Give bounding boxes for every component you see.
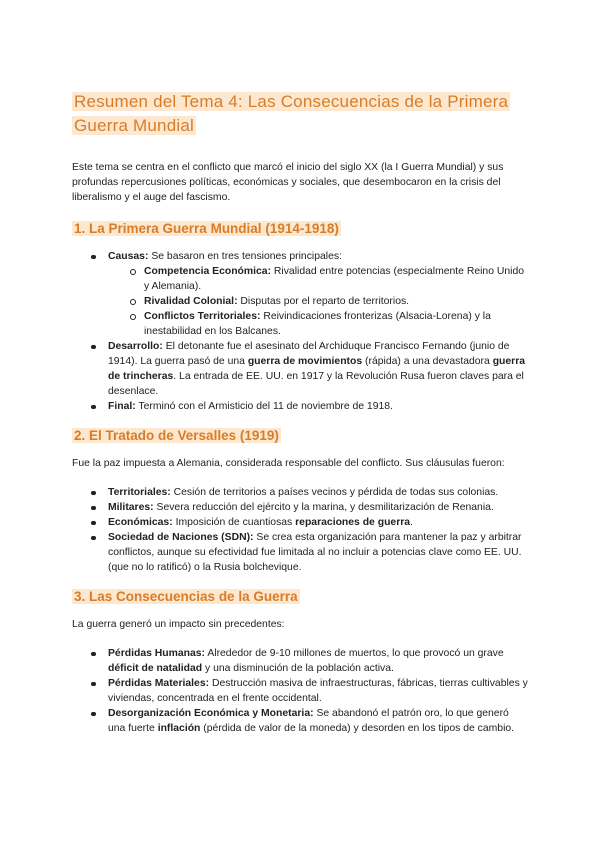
section-1-list [72,249,528,414]
section-3-heading: 3. Las Consecuencias de la Guerra [74,589,298,604]
section-1-heading: 1. La Primera Guerra Mundial (1914-1918) [74,221,339,236]
list-item-economicas: Económicas: Imposición de cuantiosas reparaciones de guerra. [108,515,528,530]
list-item-militares: Militares: Severa reducción del ejército y la marina, y desmilitarización de Renania. [108,500,528,515]
list-item-territoriales: Territoriales: Cesión de territorios a países vecinos y pérdida de todas sus colonias. [108,485,528,500]
list-item-desarrollo: Desarrollo: El detonante fue el asesinato del Archiduque Francisco Fernando (junio de 1914). La guerra pasó de una guerra de movimientos (rápida) a una devastadora guerra de trincheras. La entrada de EE. UU. en 1917 y la Revolución Rusa fueron claves para el desenlace. [108,339,528,399]
intro-paragraph: Este tema se centra en el conflicto que marcó el inicio del siglo XX (la I Guerra Mundial) y sus profundas repercusiones políticas, económicas y sociales, que desembocaron en la crisis del liberalismo y el auge del fascismo. [72,162,504,203]
section-2-intro: Fue la paz impuesta a Alemania, considerada responsable del conflicto. Sus cláusulas fueron: [72,458,505,469]
section-2-list [72,485,528,575]
sublist-item: Competencia Económica: Rivalidad entre potencias (especialmente Reino Unido y Alemania). [144,264,528,294]
causas-sublist [108,264,528,339]
list-item-causas: Causas: Se basaron en tres tensiones principales: Competencia Económica: Rivalidad entre potencias (especialmente Reino Unido y Alemania). Rivalidad Colonial: Disputas por el reparto de territorios. Conflictos Territoriales: Reivindicaciones fronterizas (Alsacia-Lorena) y la inestabilidad en los Balcanes. [108,249,528,339]
list-item-perdidas-materiales: Pérdidas Materiales: Destrucción masiva de infraestructuras, fábricas, tierras cultivables y viviendas, concentrada en el frente occidental. [108,678,528,704]
list-item-final: Final: Terminó con el Armisticio del 11 de noviembre de 1918. [108,399,528,414]
document-title: Resumen del Tema 4: Las Consecuencias de la Primera Guerra Mundial [74,92,509,135]
list-item-perdidas-humanas: Pérdidas Humanas: Alrededor de 9-10 millones de muertos, lo que provocó un grave déficit de natalidad y una disminución de la población activa. [108,646,528,676]
sublist-item: Rivalidad Colonial: Disputas por el reparto de territorios. [144,294,528,309]
section-3-intro: La guerra generó un impacto sin precedentes: [72,619,285,630]
section-2-heading: 2. El Tratado de Versalles (1919) [74,428,279,443]
sublist-item: Conflictos Territoriales: Reivindicaciones fronterizas (Alsacia-Lorena) y la inestabilidad en los Balcanes. [144,309,528,339]
section-3-list [72,646,528,736]
list-item-desorganizacion: Desorganización Económica y Monetaria: Se abandonó el patrón oro, lo que generó una fuerte inflación (pérdida de valor de la moneda) y desorden en los tipos de cambio. [108,706,528,736]
list-item-sdn: Sociedad de Naciones (SDN): Se crea esta organización para mantener la paz y arbitrar conflictos, aunque su efectividad fue limitada al no incluir a potencias clave como EE. UU. (que no lo ratificó) o la Rusia bolchevique. [108,530,528,575]
